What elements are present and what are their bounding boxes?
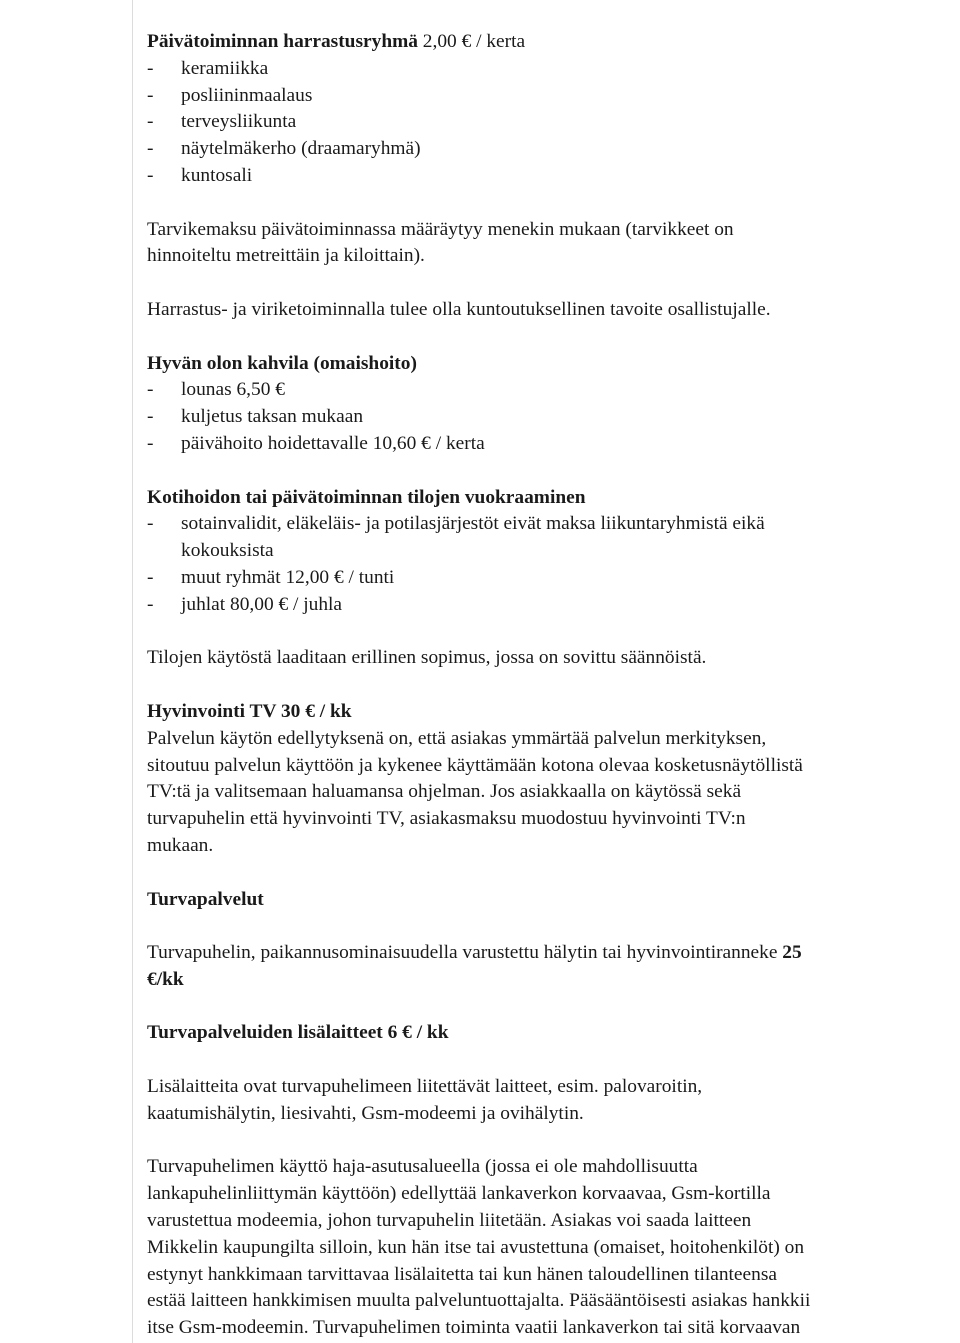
list-item: - muut ryhmät 12,00 € / tunti <box>147 566 395 588</box>
haja-text: estynyt hankkimaan tarvittavaa lisälaitetta tai kun hänen taloudellinen tilanteensa <box>147 1263 777 1285</box>
haja-text: estää laitteen hankkimisen muulta palveluntuottajalta. Pääsääntöisesti asiakas hankkii <box>147 1290 811 1312</box>
haja-text: varustettua modeemia, johon turvapuhelin liitetään. Asiakas voi saada laitteen <box>147 1210 752 1232</box>
list-item: - näytelmäkerho (draamaryhmä) <box>147 138 421 160</box>
turva-heading: Turvapalvelut <box>147 888 264 910</box>
harrastus-price: 2,00 € / kerta <box>417 31 526 52</box>
tarvike-text: hinnoiteltu metreittäin ja kiloittain). <box>147 245 425 267</box>
harrastus-heading: Päivätoiminnan harrastusryhmä <box>147 31 418 52</box>
kahvila-heading: Hyvän olon kahvila (omaishoito) <box>147 352 417 374</box>
tv-heading: Hyvinvointi TV 30 € / kk <box>147 700 352 722</box>
turva-text: Turvapuhelin, paikannusominaisuudella varustettu hälytin tai hyvinvointiranneke 25 <box>147 942 802 964</box>
list-item: - päivähoito hoidettavalle 10,60 € / kerta <box>147 432 485 454</box>
list-item: - posliininmaalaus <box>147 84 313 106</box>
lisa-text: kaatumishälytin, liesivahti, Gsm-modeemi ja ovihälytin. <box>147 1102 584 1124</box>
list-item: - keramiikka <box>147 57 269 79</box>
page-edge <box>132 0 133 1343</box>
list-item-continuation: kokouksista <box>181 540 274 562</box>
haja-text: Turvapuhelimen käyttö haja-asutusalueella (jossa ei ole mahdollisuutta <box>147 1156 698 1178</box>
tv-text: TV:tä ja valitsemaan haluamansa ohjelman. Jos asiakkaalla on käytössä sekä <box>147 781 742 803</box>
list-item: - terveysliikunta <box>147 111 297 133</box>
tv-text: sitoutuu palvelun käyttöön ja kykenee käyttämään kotona olevaa kosketusnäytöllistä <box>147 754 803 776</box>
list-item: - kuntosali <box>147 164 253 186</box>
tavoite-text: Harrastus- ja viriketoiminnalla tulee olla kuntoutuksellinen tavoite osallistujalle. <box>147 298 771 320</box>
harrastus-heading-line <box>147 29 947 56</box>
list-item: - sotainvalidit, eläkeläis- ja potilasjärjestöt eivät maksa liikuntaryhmistä eikä <box>147 513 765 535</box>
vuokra-heading: Kotihoidon tai päivätoiminnan tilojen vuokraaminen <box>147 486 586 508</box>
tv-text: mukaan. <box>147 834 214 856</box>
document-body <box>147 29 947 1342</box>
lisa-text: Lisälaitteita ovat turvapuhelimeen liitettävät laitteet, esim. palovaroitin, <box>147 1076 703 1098</box>
list-item: - kuljetus taksan mukaan <box>147 406 364 428</box>
turva-price-unit: €/kk <box>147 968 184 990</box>
list-item: - lounas 6,50 € <box>147 379 285 401</box>
tv-text: Palvelun käytön edellytyksenä on, että asiakas ymmärtää palvelun merkityksen, <box>147 727 767 749</box>
vuokra-note: Tilojen käytöstä laaditaan erillinen sopimus, jossa on sovittu säännöistä. <box>147 647 707 669</box>
lisa-heading: Turvapalveluiden lisälaitteet 6 € / kk <box>147 1022 449 1044</box>
haja-text: lankapuhelinliittymän käyttöön) edellyttää lankaverkon korvaavaa, Gsm-kortilla <box>147 1183 771 1205</box>
tv-text: turvapuhelin että hyvinvointi TV, asiakasmaksu muodostuu hyvinvointi TV:n <box>147 808 746 830</box>
tarvike-text: Tarvikemaksu päivätoiminnassa määräytyy menekin mukaan (tarvikkeet on <box>147 218 734 240</box>
haja-text: Mikkelin kaupungilta silloin, kun hän itse tai avustettuna (omaiset, hoitohenkilöt) on <box>147 1236 805 1258</box>
haja-text: itse Gsm-modeemin. Turvapuhelimen toiminta vaatii lankaverkon tai sitä korvaavan <box>147 1317 801 1339</box>
list-item: - juhlat 80,00 € / juhla <box>147 593 343 615</box>
